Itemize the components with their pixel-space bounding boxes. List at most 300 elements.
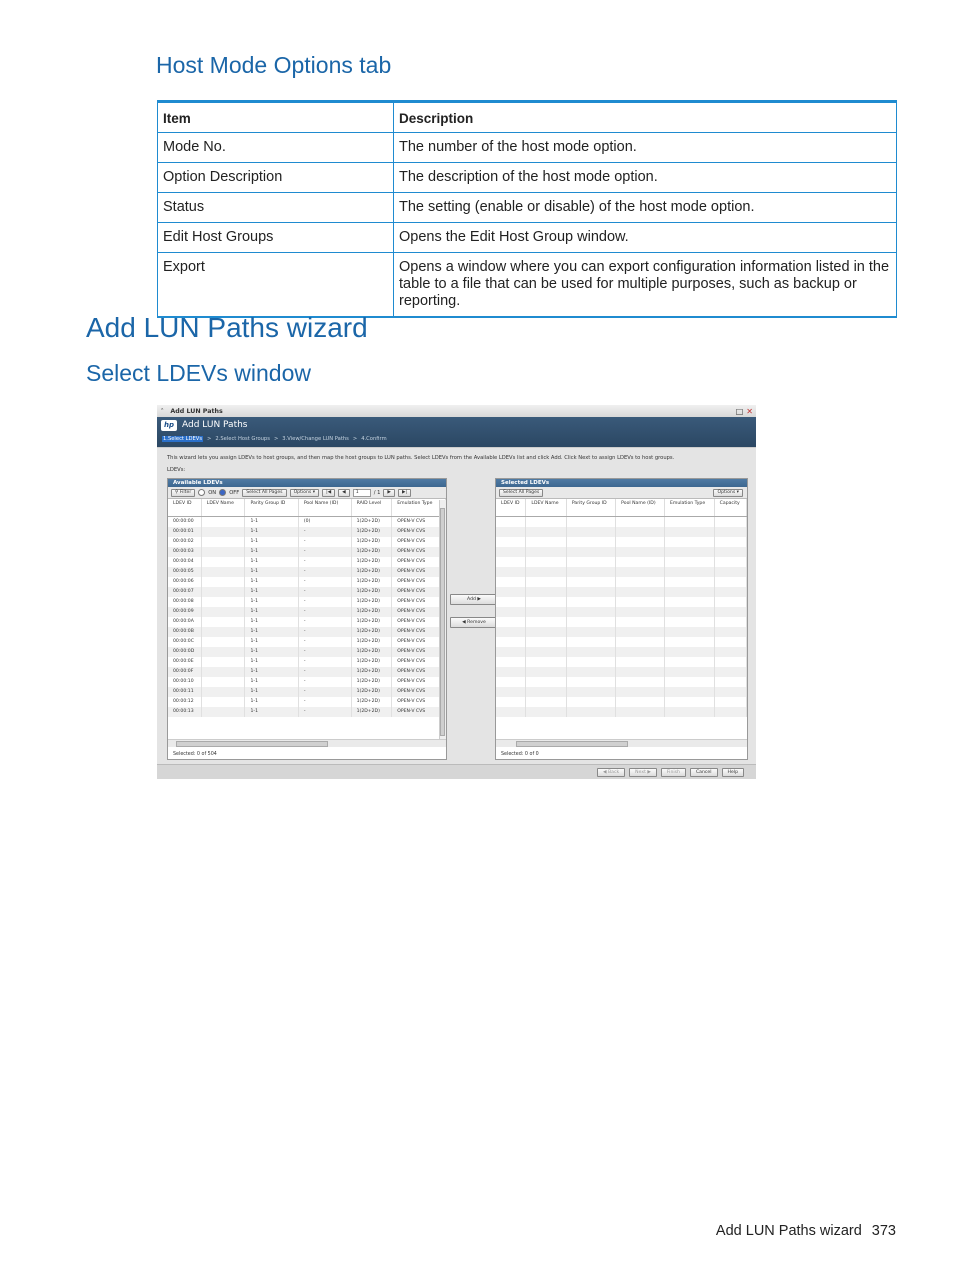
grid-cell	[496, 557, 526, 567]
ldevs-label: LDEVs:	[167, 467, 186, 473]
grid-cell	[526, 707, 566, 717]
page-input[interactable]: 1	[353, 489, 371, 497]
grid-cell	[566, 597, 615, 607]
step-separator: >	[207, 436, 212, 442]
table-row	[496, 517, 747, 528]
grid-cell	[526, 517, 566, 528]
section-heading-select-ldevs: Select LDEVs window	[86, 360, 311, 386]
grid-cell	[496, 647, 526, 657]
restore-icon[interactable]: □	[735, 406, 744, 416]
grid-cell: -	[298, 687, 351, 697]
grid-cell	[566, 707, 615, 717]
grid-header-row	[496, 499, 747, 517]
table-row	[496, 587, 747, 597]
grid-cell: -	[298, 527, 351, 537]
table-row	[496, 567, 747, 577]
grid-cell	[714, 527, 746, 537]
table-row[interactable]	[168, 537, 446, 547]
available-selection-status: Selected: 0 of 504	[173, 752, 217, 757]
grid-cell: -	[298, 677, 351, 687]
grid-cell: -	[298, 537, 351, 547]
step-confirm: 4.Confirm	[361, 436, 387, 442]
options-button[interactable]: Options ▾	[290, 489, 320, 497]
grid-cell	[714, 557, 746, 567]
grid-cell	[566, 637, 615, 647]
grid-cell: 1(2D+2D)	[351, 567, 392, 577]
grid-cell: OPEN-V CVS	[392, 517, 446, 528]
grid-cell	[496, 637, 526, 647]
grid-cell	[616, 557, 665, 567]
grid-cell	[714, 687, 746, 697]
grid-cell: 00:00:0B	[168, 627, 201, 637]
grid-cell: OPEN-V CVS	[392, 537, 446, 547]
grid-cell: 1(2D+2D)	[351, 537, 392, 547]
grid-cell: 1-1	[245, 627, 298, 637]
table-row	[496, 527, 747, 537]
first-page-button[interactable]: |◀	[322, 489, 335, 497]
grid-cell	[616, 637, 665, 647]
grid-cell	[566, 557, 615, 567]
table-row[interactable]	[168, 557, 446, 567]
grid-cell	[526, 557, 566, 567]
grid-cell: 1(2D+2D)	[351, 527, 392, 537]
grid-cell: -	[298, 627, 351, 637]
grid-cell: 1-1	[245, 617, 298, 627]
grid-cell: OPEN-V CVS	[392, 527, 446, 537]
last-page-button[interactable]: ▶|	[398, 489, 411, 497]
table-row[interactable]	[168, 637, 446, 647]
table-row[interactable]	[168, 547, 446, 557]
scrollbar-thumb[interactable]	[176, 741, 328, 747]
grid-cell	[566, 587, 615, 597]
selected-ldevs-grid	[496, 499, 747, 717]
table-row	[496, 557, 747, 567]
grid-cell: 00:00:01	[168, 527, 201, 537]
grid-cell	[664, 647, 714, 657]
grid-cell	[714, 577, 746, 587]
grid-cell: OPEN-V CVS	[392, 647, 446, 657]
grid-cell	[526, 647, 566, 657]
select-all-pages-button[interactable]: Select All Pages	[499, 489, 543, 497]
grid-cell: OPEN-V CVS	[392, 667, 446, 677]
grid-cell: -	[298, 607, 351, 617]
grid-cell: OPEN-V CVS	[392, 587, 446, 597]
grid-cell	[566, 627, 615, 637]
grid-cell: -	[298, 617, 351, 627]
filter-on-radio[interactable]	[198, 489, 205, 496]
grid-cell	[664, 517, 714, 528]
table-header-description: Description	[394, 102, 897, 133]
grid-cell	[664, 537, 714, 547]
grid-cell	[496, 707, 526, 717]
grid-cell: 1-1	[245, 557, 298, 567]
column-parity-group-id[interactable]: Parity Group ID	[245, 499, 298, 517]
grid-cell: 00:00:07	[168, 587, 201, 597]
grid-cell: 1-1	[245, 677, 298, 687]
page-total: / 1	[373, 489, 381, 496]
grid-cell: 00:00:05	[168, 567, 201, 577]
grid-cell	[201, 577, 245, 587]
grid-cell	[526, 687, 566, 697]
table-row	[496, 597, 747, 607]
grid-cell	[496, 527, 526, 537]
grid-cell	[201, 707, 245, 717]
table-cell-item: Status	[158, 193, 394, 223]
step-select-ldevs: 1.Select LDEVs	[163, 436, 203, 442]
table-row	[496, 647, 747, 657]
grid-cell	[616, 657, 665, 667]
grid-cell: OPEN-V CVS	[392, 617, 446, 627]
column-capacity[interactable]: Capacity	[714, 499, 746, 517]
table-cell-description: The setting (enable or disable) of the host mode option.	[394, 193, 897, 223]
grid-cell	[566, 527, 615, 537]
grid-cell	[201, 677, 245, 687]
grid-cell	[526, 667, 566, 677]
grid-cell	[526, 577, 566, 587]
grid-cell: 1(2D+2D)	[351, 607, 392, 617]
grid-cell	[664, 557, 714, 567]
grid-cell	[616, 547, 665, 557]
grid-cell	[496, 627, 526, 637]
page-number: 373	[871, 1223, 896, 1239]
grid-cell: -	[298, 587, 351, 597]
grid-cell	[616, 597, 665, 607]
grid-cell	[714, 657, 746, 667]
grid-cell	[566, 517, 615, 528]
available-horizontal-scrollbar[interactable]	[168, 739, 446, 747]
grid-cell	[526, 657, 566, 667]
grid-cell: -	[298, 597, 351, 607]
grid-cell	[496, 567, 526, 577]
grid-cell: 1-1	[245, 567, 298, 577]
grid-cell	[616, 677, 665, 687]
grid-cell: OPEN-V CVS	[392, 697, 446, 707]
finish-button[interactable]: Finish	[661, 768, 686, 777]
grid-cell	[664, 667, 714, 677]
grid-cell: 1-1	[245, 647, 298, 657]
grid-cell	[664, 707, 714, 717]
grid-cell	[201, 627, 245, 637]
grid-cell	[526, 527, 566, 537]
grid-cell	[201, 597, 245, 607]
scrollbar-thumb[interactable]	[440, 508, 445, 736]
grid-cell	[201, 517, 245, 528]
help-button[interactable]: Help	[722, 768, 744, 777]
grid-cell: 00:00:03	[168, 547, 201, 557]
footer-title: Add LUN Paths wizard	[715, 1223, 862, 1239]
grid-cell	[664, 677, 714, 687]
grid-cell: -	[298, 707, 351, 717]
grid-cell	[526, 567, 566, 577]
grid-cell	[526, 537, 566, 547]
next-page-button[interactable]: ▶	[383, 489, 395, 497]
grid-cell	[616, 647, 665, 657]
grid-cell: 00:00:04	[168, 557, 201, 567]
grid-cell	[201, 607, 245, 617]
grid-cell	[526, 607, 566, 617]
grid-cell	[496, 547, 526, 557]
close-icon[interactable]: ✕	[746, 406, 753, 416]
prev-page-button[interactable]: ◀	[338, 489, 350, 497]
grid-cell	[526, 637, 566, 647]
table-row	[496, 657, 747, 667]
add-label: Add	[467, 597, 476, 602]
grid-cell: OPEN-V CVS	[392, 567, 446, 577]
grid-cell	[616, 527, 665, 537]
available-ldevs-panel	[167, 478, 447, 760]
table-row	[496, 617, 747, 627]
table-row[interactable]	[168, 527, 446, 537]
table-row	[158, 223, 897, 253]
hp-logo: hp	[161, 420, 177, 431]
add-button[interactable]: Add ▶	[450, 594, 498, 605]
grid-cell	[616, 667, 665, 677]
grid-cell: 1(2D+2D)	[351, 667, 392, 677]
grid-cell	[526, 697, 566, 707]
grid-cell	[664, 587, 714, 597]
selected-horizontal-scrollbar[interactable]	[496, 739, 747, 747]
table-row	[496, 577, 747, 587]
grid-cell: OPEN-V CVS	[392, 607, 446, 617]
column-emulation-type[interactable]: Emulation Type	[664, 499, 714, 517]
grid-cell	[714, 637, 746, 647]
table-row[interactable]	[168, 687, 446, 697]
table-row	[496, 607, 747, 617]
table-row[interactable]	[168, 517, 446, 528]
grid-cell	[664, 567, 714, 577]
table-row[interactable]	[168, 587, 446, 597]
grid-cell: 1-1	[245, 707, 298, 717]
filter-off-radio[interactable]	[219, 489, 226, 496]
scrollbar-thumb[interactable]	[516, 741, 628, 747]
window-titlebar	[157, 405, 756, 417]
grid-cell: 1-1	[245, 587, 298, 597]
grid-cell	[714, 617, 746, 627]
grid-cell	[714, 517, 746, 528]
grid-cell: -	[298, 697, 351, 707]
grid-cell	[714, 607, 746, 617]
grid-cell: 00:00:11	[168, 687, 201, 697]
column-pool-name[interactable]: Pool Name (ID)	[298, 499, 351, 517]
grid-cell: OPEN-V CVS	[392, 577, 446, 587]
available-vertical-scrollbar[interactable]	[439, 500, 446, 740]
table-row[interactable]	[168, 657, 446, 667]
column-pool-name[interactable]: Pool Name (ID)	[616, 499, 665, 517]
grid-cell: 1(2D+2D)	[351, 517, 392, 528]
grid-cell	[616, 537, 665, 547]
wizard-instruction: This wizard lets you assign LDEVs to host groups, and then map the host groups to LUN paths. Select LDEVs from the Available LDEVs list and click Add. Click Next to assign LDEVs to host groups.	[157, 447, 756, 461]
grid-cell	[496, 587, 526, 597]
filter-label: Filter	[179, 489, 192, 495]
grid-cell	[664, 607, 714, 617]
grid-cell: -	[298, 577, 351, 587]
grid-cell: 1(2D+2D)	[351, 547, 392, 557]
grid-cell	[496, 537, 526, 547]
grid-cell: 00:00:06	[168, 577, 201, 587]
grid-cell	[664, 687, 714, 697]
table-cell-item: Option Description	[158, 163, 394, 193]
table-row[interactable]	[168, 617, 446, 627]
selected-toolbar	[496, 487, 747, 499]
table-row	[496, 547, 747, 557]
grid-cell	[526, 597, 566, 607]
grid-cell: 1-1	[245, 547, 298, 557]
filter-on-label: ON	[208, 489, 217, 496]
step-separator: >	[273, 436, 279, 442]
grid-cell	[714, 707, 746, 717]
grid-cell: 1-1	[245, 657, 298, 667]
grid-cell: OPEN-V CVS	[392, 677, 446, 687]
grid-cell	[201, 567, 245, 577]
column-parity-group-id[interactable]: Parity Group ID	[566, 499, 615, 517]
grid-cell	[566, 687, 615, 697]
grid-cell	[566, 617, 615, 627]
table-row[interactable]	[168, 597, 446, 607]
grid-cell: -	[298, 567, 351, 577]
table-header-item: Item	[158, 102, 394, 133]
options-label: Options	[293, 489, 312, 495]
remove-button[interactable]: ◀ Remove	[450, 617, 498, 628]
grid-cell: 1(2D+2D)	[351, 637, 392, 647]
grid-cell: 00:00:10	[168, 677, 201, 687]
grid-cell: -	[298, 547, 351, 557]
table-row[interactable]	[168, 707, 446, 717]
table-row	[496, 537, 747, 547]
grid-cell: (0)	[298, 517, 351, 528]
column-ldev-name[interactable]: LDEV Name	[201, 499, 245, 517]
grid-cell: OPEN-V CVS	[392, 687, 446, 697]
grid-cell	[496, 677, 526, 687]
grid-cell	[201, 547, 245, 557]
grid-cell: 00:00:02	[168, 537, 201, 547]
column-emulation-type[interactable]: Emulation Type	[392, 499, 446, 517]
grid-cell	[201, 557, 245, 567]
cancel-button[interactable]: Cancel	[690, 768, 718, 777]
select-ldevs-screenshot	[157, 405, 756, 779]
grid-cell: OPEN-V CVS	[392, 657, 446, 667]
window-title: Add LUN Paths	[170, 407, 223, 415]
wizard-footer	[157, 764, 756, 779]
table-row[interactable]	[168, 567, 446, 577]
table-row[interactable]	[168, 667, 446, 677]
grid-cell: -	[298, 647, 351, 657]
grid-cell: 1(2D+2D)	[351, 557, 392, 567]
grid-cell: OPEN-V CVS	[392, 707, 446, 717]
grid-cell	[714, 697, 746, 707]
table-row[interactable]	[168, 697, 446, 707]
grid-cell	[566, 677, 615, 687]
grid-cell	[714, 597, 746, 607]
grid-cell: 1-1	[245, 527, 298, 537]
grid-cell: 00:00:12	[168, 697, 201, 707]
grid-cell: 00:00:0A	[168, 617, 201, 627]
column-raid-level[interactable]: RAID Level	[351, 499, 392, 517]
grid-cell: 1-1	[245, 667, 298, 677]
table-cell-item: Mode No.	[158, 133, 394, 163]
grid-cell	[616, 617, 665, 627]
grid-cell	[566, 667, 615, 677]
chapter-heading-add-lun-paths: Add LUN Paths wizard	[86, 312, 368, 343]
grid-cell	[566, 697, 615, 707]
section-heading-host-mode-options: Host Mode Options tab	[156, 52, 392, 78]
grid-cell	[616, 687, 665, 697]
grid-cell	[566, 537, 615, 547]
table-cell-item: Export	[158, 253, 394, 318]
table-cell-description: Opens a window where you can export configuration information listed in the table to a file that can be used for multiple purposes, such as backup or reporting.	[394, 253, 897, 318]
collapse-icon[interactable]: ⌃	[160, 408, 165, 414]
filter-button[interactable]: ⚲ Filter	[171, 489, 195, 497]
available-ldevs-title: Available LDEVs	[168, 479, 446, 487]
grid-cell	[201, 667, 245, 677]
next-button[interactable]: Next ▶	[629, 768, 657, 777]
selected-selection-status: Selected: 0 of 0	[501, 752, 539, 757]
grid-cell	[526, 617, 566, 627]
grid-cell: OPEN-V CVS	[392, 557, 446, 567]
table-row[interactable]	[168, 577, 446, 587]
grid-cell	[566, 607, 615, 617]
table-row[interactable]	[168, 677, 446, 687]
options-button[interactable]: Options ▾	[713, 489, 743, 497]
grid-cell	[201, 637, 245, 647]
grid-cell: 1(2D+2D)	[351, 627, 392, 637]
grid-cell	[616, 697, 665, 707]
table-row	[496, 707, 747, 717]
table-row	[496, 627, 747, 637]
wizard-banner	[157, 417, 756, 447]
grid-cell: 00:00:08	[168, 597, 201, 607]
step-select-host-groups: 2.Select Host Groups	[215, 436, 270, 442]
grid-cell	[566, 547, 615, 557]
grid-cell	[664, 657, 714, 667]
table-row	[496, 667, 747, 677]
column-ldev-id[interactable]: LDEV ID	[168, 499, 201, 517]
grid-cell: 1-1	[245, 637, 298, 647]
grid-cell	[496, 667, 526, 677]
grid-cell: 00:00:00	[168, 517, 201, 528]
grid-cell	[201, 617, 245, 627]
table-row[interactable]	[168, 607, 446, 617]
column-ldev-name[interactable]: LDEV Name	[526, 499, 566, 517]
grid-cell	[496, 687, 526, 697]
host-mode-options-table	[157, 100, 897, 318]
grid-cell: 1(2D+2D)	[351, 687, 392, 697]
grid-cell	[664, 627, 714, 637]
column-ldev-id[interactable]: LDEV ID	[496, 499, 526, 517]
available-toolbar	[168, 487, 446, 499]
grid-cell: 1(2D+2D)	[351, 707, 392, 717]
table-row[interactable]	[168, 647, 446, 657]
table-row	[496, 687, 747, 697]
grid-cell: 1-1	[245, 577, 298, 587]
select-all-pages-button[interactable]: Select All Pages	[242, 489, 286, 497]
table-row	[496, 697, 747, 707]
grid-cell	[616, 567, 665, 577]
table-cell-item: Edit Host Groups	[158, 223, 394, 253]
grid-cell	[664, 547, 714, 557]
grid-cell	[201, 657, 245, 667]
grid-cell	[526, 547, 566, 557]
table-row[interactable]	[168, 627, 446, 637]
step-view-change-lun-paths: 3.View/Change LUN Paths	[282, 436, 349, 442]
grid-cell: OPEN-V CVS	[392, 627, 446, 637]
grid-cell: 00:00:13	[168, 707, 201, 717]
grid-cell	[714, 677, 746, 687]
grid-cell: 1-1	[245, 517, 298, 528]
table-cell-description: The description of the host mode option.	[394, 163, 897, 193]
back-button[interactable]: ◀ Back	[597, 768, 625, 777]
grid-cell: 1(2D+2D)	[351, 647, 392, 657]
grid-cell: 00:00:0F	[168, 667, 201, 677]
